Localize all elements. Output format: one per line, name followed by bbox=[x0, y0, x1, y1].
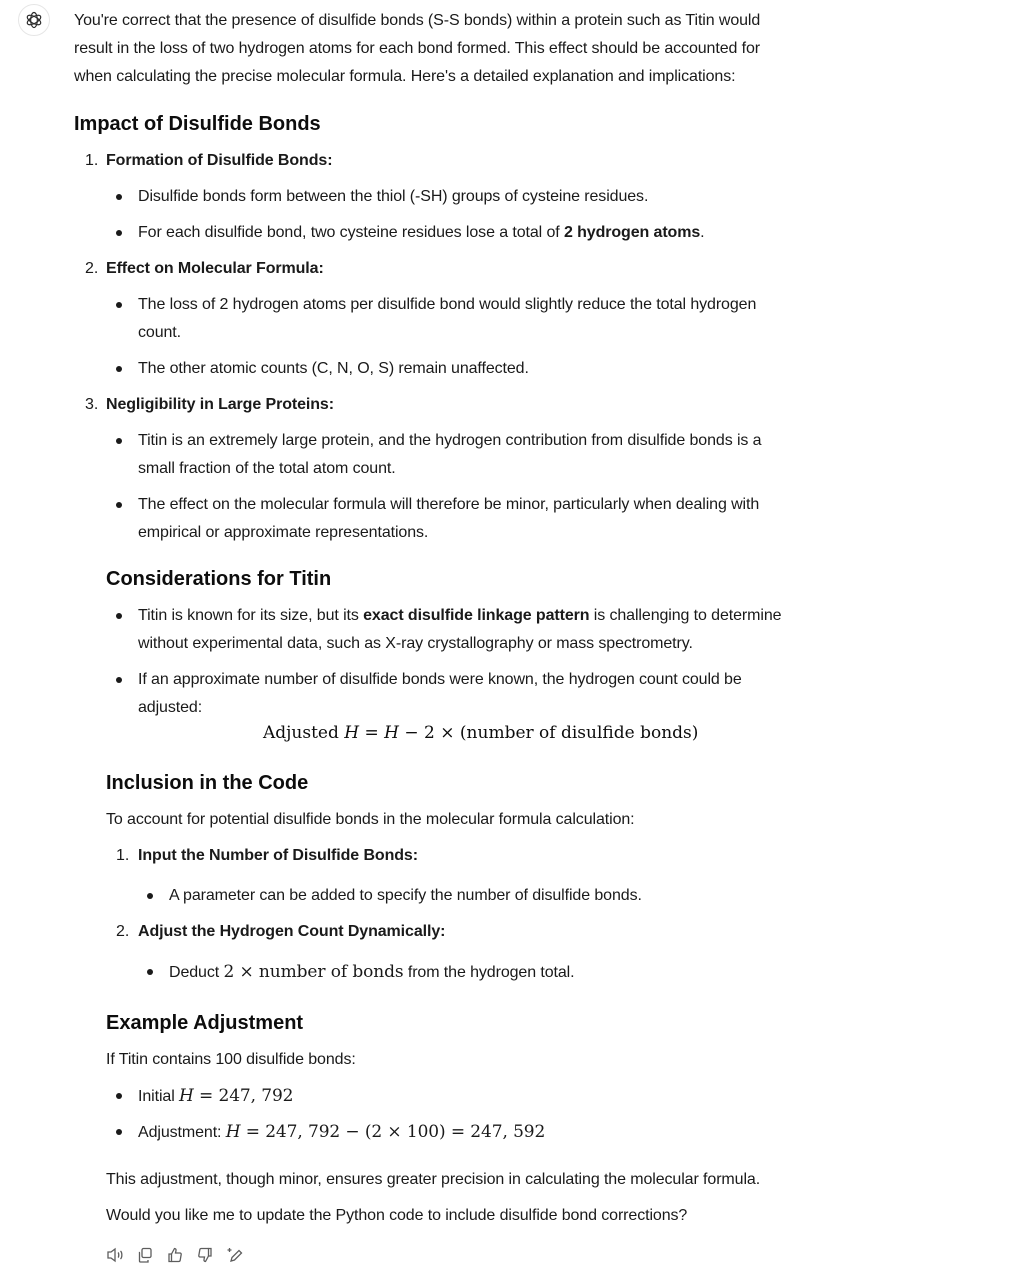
list-item-title: Effect on Molecular Formula: bbox=[106, 260, 324, 277]
text: . bbox=[700, 224, 705, 241]
bullet bbox=[116, 1093, 122, 1099]
intro-line: You're correct that the presence of disulfide bonds (S-S bonds) within a protein such as Titin would bbox=[74, 12, 761, 29]
bullet bbox=[147, 969, 153, 975]
edit-button[interactable] bbox=[225, 1246, 245, 1264]
bullet bbox=[116, 613, 122, 619]
list-item-title: Adjust the Hydrogen Count Dynamically: bbox=[138, 923, 446, 940]
formula-var: H bbox=[384, 723, 399, 743]
read-aloud-button[interactable] bbox=[105, 1246, 125, 1264]
inline-math: = 247, 792 − (2 × 100) = 247, 592 bbox=[240, 1122, 546, 1142]
thumbs-down-icon bbox=[197, 1247, 213, 1263]
copy-icon bbox=[137, 1247, 153, 1263]
list-item bbox=[138, 1082, 293, 1111]
math-var: H bbox=[225, 1122, 241, 1142]
list-number: 1. bbox=[85, 152, 99, 169]
message-actions bbox=[105, 1246, 245, 1264]
bullet bbox=[116, 502, 122, 508]
formula-text: (number of disulfide bonds) bbox=[459, 723, 699, 743]
bold-text: 2 hydrogen atoms bbox=[563, 224, 701, 241]
list-item-cont: without experimental data, such as X-ray crystallography or mass spectrometry. bbox=[138, 635, 693, 652]
list-number: 2. bbox=[85, 260, 99, 277]
speaker-icon bbox=[106, 1247, 124, 1263]
math-var: H bbox=[179, 1086, 194, 1106]
bullet bbox=[116, 438, 122, 444]
list-item: Disulfide bonds form between the thiol (-SH) groups of cysteine residues. bbox=[138, 188, 649, 205]
text: Titin is known for its size, but its bbox=[138, 607, 364, 624]
bullet bbox=[116, 1129, 122, 1135]
paragraph: Would you like me to update the Python code to include disulfide bond corrections? bbox=[106, 1207, 688, 1224]
text: Initial bbox=[138, 1088, 179, 1105]
formula-op: = bbox=[359, 723, 385, 743]
bullet bbox=[116, 194, 122, 200]
heading-example: Example Adjustment bbox=[106, 1012, 304, 1034]
list-item-title: Input the Number of Disulfide Bonds: bbox=[138, 847, 418, 864]
assistant-avatar bbox=[18, 4, 50, 36]
text: is challenging to determine bbox=[589, 607, 782, 624]
list-item: The other atomic counts (C, N, O, S) remain unaffected. bbox=[138, 360, 529, 377]
list-item-cont: count. bbox=[138, 324, 181, 341]
heading-considerations: Considerations for Titin bbox=[106, 568, 332, 590]
openai-logo-icon bbox=[24, 10, 44, 30]
intro-line: result in the loss of two hydrogen atoms for each bond formed. This effect should be accounted for bbox=[74, 40, 761, 57]
list-item: The loss of 2 hydrogen atoms per disulfide bond would slightly reduce the total hydrogen bbox=[138, 296, 757, 313]
thumbs-up-icon bbox=[167, 1247, 183, 1263]
bullet bbox=[147, 893, 153, 899]
list-item: The effect on the molecular formula will therefore be minor, particularly when dealing with bbox=[138, 496, 760, 513]
list-item-cont: adjusted: bbox=[138, 699, 203, 716]
list-number: 1. bbox=[116, 847, 130, 864]
list-item: A parameter can be added to specify the number of disulfide bonds. bbox=[169, 887, 642, 904]
bullet bbox=[116, 677, 122, 683]
list-item bbox=[169, 958, 574, 987]
bullet bbox=[116, 366, 122, 372]
bold-text: exact disulfide linkage pattern bbox=[363, 607, 590, 624]
heading-impact: Impact of Disulfide Bonds bbox=[74, 113, 321, 135]
formula-display bbox=[263, 719, 698, 747]
text: from the hydrogen total. bbox=[403, 964, 575, 981]
text: Adjustment: bbox=[138, 1124, 226, 1141]
intro-line: when calculating the precise molecular formula. Here's a detailed explanation and implications: bbox=[74, 68, 736, 85]
formula-var: H bbox=[344, 723, 360, 743]
bullet bbox=[116, 230, 122, 236]
list-item: Titin is an extremely large protein, and the hydrogen contribution from disulfide bonds is a bbox=[138, 432, 762, 449]
list-item-cont: empirical or approximate representations. bbox=[138, 524, 429, 541]
bad-response-button[interactable] bbox=[195, 1246, 215, 1264]
list-item-title: Negligibility in Large Proteins: bbox=[106, 396, 334, 413]
bullet bbox=[116, 302, 122, 308]
text: Deduct bbox=[169, 964, 224, 981]
text: For each disulfide bond, two cysteine residues lose a total of bbox=[138, 224, 564, 241]
list-item-cont: small fraction of the total atom count. bbox=[138, 460, 396, 477]
paragraph: To account for potential disulfide bonds in the molecular formula calculation: bbox=[106, 811, 635, 828]
good-response-button[interactable] bbox=[165, 1246, 185, 1264]
edit-in-canvas-icon bbox=[226, 1247, 244, 1263]
list-item bbox=[138, 219, 705, 247]
inline-math: = 247, 792 bbox=[193, 1086, 294, 1106]
list-number: 2. bbox=[116, 923, 130, 940]
list-item bbox=[138, 602, 781, 630]
inline-math: 2 × number of bonds bbox=[223, 962, 404, 982]
copy-button[interactable] bbox=[135, 1246, 155, 1264]
list-item: If an approximate number of disulfide bonds were known, the hydrogen count could be bbox=[138, 671, 742, 688]
list-item-title: Formation of Disulfide Bonds: bbox=[106, 152, 333, 169]
paragraph: This adjustment, though minor, ensures greater precision in calculating the molecular formula. bbox=[106, 1171, 761, 1188]
list-item bbox=[138, 1118, 545, 1147]
formula-op: − 2 × bbox=[399, 723, 460, 743]
heading-inclusion: Inclusion in the Code bbox=[106, 772, 309, 794]
list-number: 3. bbox=[85, 396, 99, 413]
paragraph: If Titin contains 100 disulfide bonds: bbox=[106, 1051, 356, 1068]
formula-text: Adjusted bbox=[263, 723, 345, 743]
